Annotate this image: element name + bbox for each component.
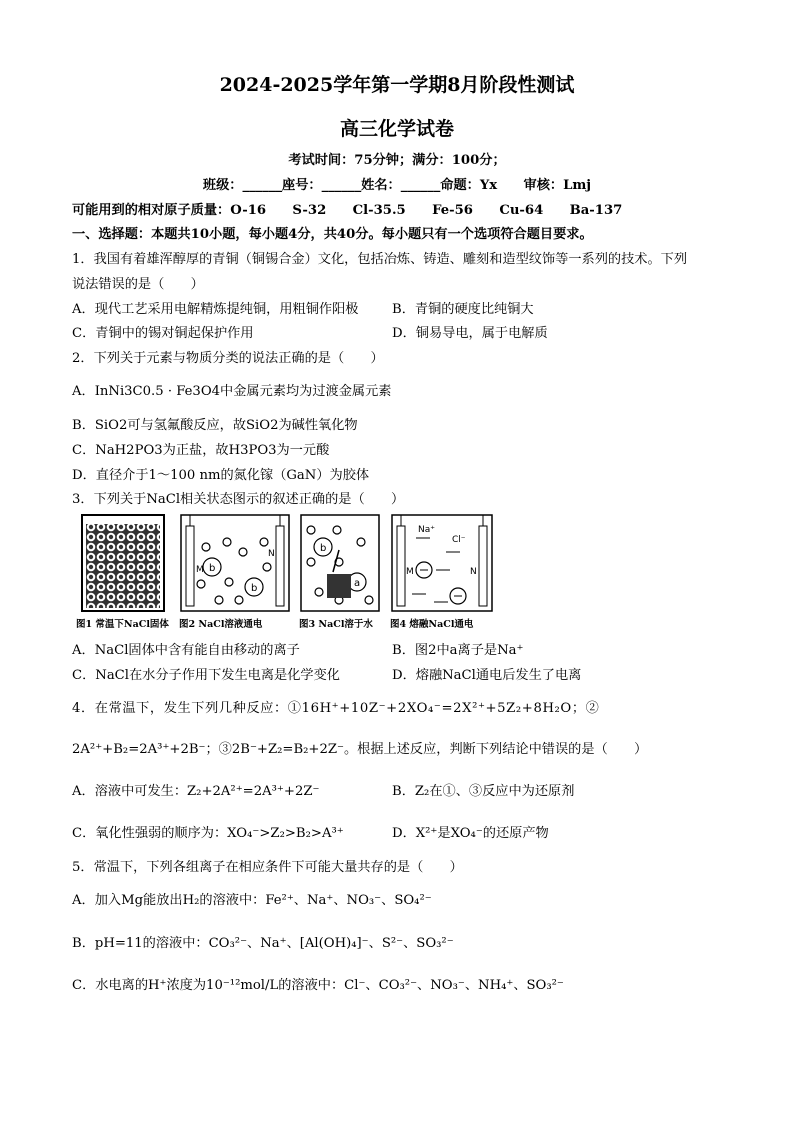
q1-stem-line1: 1．我国有着雄浑醇厚的青铜（铜锡合金）文化，包括冶炼、铸造、雕刻和造型纹饰等一系列的技术。下列: [72, 252, 688, 267]
q2-stem: 2．下列关于元素与物质分类的说法正确的是（ ）: [72, 351, 384, 366]
nacl-figures: [76, 512, 496, 630]
exam-title: 2024-2025学年第一学期8月阶段性测试: [219, 74, 575, 96]
section-heading: 一、选择题：本题共10小题，每小题4分，共40分。每小题只有一个选项符合题目要求。: [72, 227, 593, 242]
figure-4: [390, 512, 494, 630]
q4-stem-line1: 4．在常温下，发生下列几种反应：①16H⁺+10Z⁻+2XO₄⁻=2X²⁺+5Z₂+8H₂O；②: [72, 701, 600, 716]
q3-option-d: D．熔融NaCl通电后发生了电离: [392, 668, 582, 683]
fig3-label-a: a: [354, 578, 361, 589]
q4-option-b: B．Z₂在①、③反应中为还原剂: [392, 784, 575, 799]
figure-1-caption: 图1 常温下NaCl固体: [76, 619, 169, 630]
q2-option-c: C．NaH2PO3为正盐，故H3PO3为一元酸: [72, 443, 330, 458]
q1-option-d: D．铜易导电，属于电解质: [392, 326, 548, 341]
exam-subtitle: 高三化学试卷: [339, 118, 454, 140]
q2-option-a: A．InNi3C0.5 · Fe3O4中金属元素均为过渡金属元素: [72, 384, 392, 399]
q3-option-a: A．NaCl固体中含有能自由移动的离子: [72, 643, 300, 658]
q1-stem-line2: 说法错误的是（ ）: [72, 277, 204, 292]
exam-info: 考试时间：75分钟；满分：100分；: [288, 153, 506, 168]
figure-1: [76, 512, 170, 630]
q2-option-d: D．直径介于1～100 nm的氮化镓（GaN）为胶体: [72, 468, 370, 483]
fig2-label-m: M: [196, 565, 204, 575]
q3-option-c: C．NaCl在水分子作用下发生电离是化学变化: [72, 668, 340, 683]
fig2-label-b2: b: [251, 583, 258, 594]
figure-2: [179, 512, 291, 630]
figure-2-caption: 图2 NaCl溶液通电: [179, 619, 263, 630]
fig2-label-n: N: [268, 549, 275, 559]
figure-3-caption: 图3 NaCl溶于水: [299, 619, 373, 630]
fig3-label-b: b: [320, 543, 327, 554]
q4-stem-line2: 2A²⁺+B₂=2A³⁺+2B⁻；③2B⁻+Z₂=B₂+2Z⁻。根据上述反应，判断下列结论中错误的是（ ）: [72, 742, 648, 757]
q1-option-a: A．现代工艺采用电解精炼提纯铜，用粗铜作阳极: [72, 302, 359, 317]
fig4-label-n: N: [470, 567, 477, 577]
atomic-masses: 可能用到的相对原子质量：O-16 S-32 Cl-35.5 Fe-56 Cu-64 Ba-137: [72, 203, 623, 218]
q4-option-c: C．氧化性强弱的顺序为：XO₄⁻>Z₂>B₂>A³⁺: [72, 826, 344, 841]
q1-option-c: C．青铜中的锡对铜起保护作用: [72, 326, 254, 341]
q4-option-a: A．溶液中可发生：Z₂+2A²⁺=2A³⁺+2Z⁻: [72, 784, 320, 799]
figure-3: [299, 512, 381, 630]
q5-option-a: A．加入Mg能放出H₂的溶液中：Fe²⁺、Na⁺、NO₃⁻、SO₄²⁻: [72, 893, 432, 908]
student-info-line: 班级：______座号：______姓名：______命题：Yx 审核：Lmj: [202, 178, 592, 193]
q4-option-d: D．X²⁺是XO₄⁻的还原产物: [392, 826, 549, 841]
q5-option-c: C．水电离的H⁺浓度为10⁻¹²mol/L的溶液中：Cl⁻、CO₃²⁻、NO₃⁻、NH₄⁺、SO₃²⁻: [72, 978, 564, 993]
fig2-label-b1: b: [209, 563, 216, 574]
q5-option-b: B．pH=11的溶液中：CO₃²⁻、Na⁺、[Al(OH)₄]⁻、S²⁻、SO₃²⁻: [72, 936, 454, 951]
q5-stem: 5．常温下，下列各组离子在相应条件下可能大量共存的是（ ）: [72, 860, 463, 875]
q1-option-b: B．青铜的硬度比纯铜大: [392, 302, 534, 317]
fig4-label-cl: Cl⁻: [452, 535, 466, 545]
q2-option-b: B．SiO2可与氢氟酸反应，故SiO2为碱性氧化物: [72, 418, 358, 433]
q3-stem: 3．下列关于NaCl相关状态图示的叙述正确的是（ ）: [72, 492, 405, 507]
figure-4-caption: 图4 熔融NaCl通电: [390, 619, 474, 630]
fig4-label-na: Na⁺: [418, 525, 435, 535]
q3-option-b: B．图2中a离子是Na⁺: [392, 643, 524, 658]
fig4-label-m: M: [406, 567, 414, 577]
